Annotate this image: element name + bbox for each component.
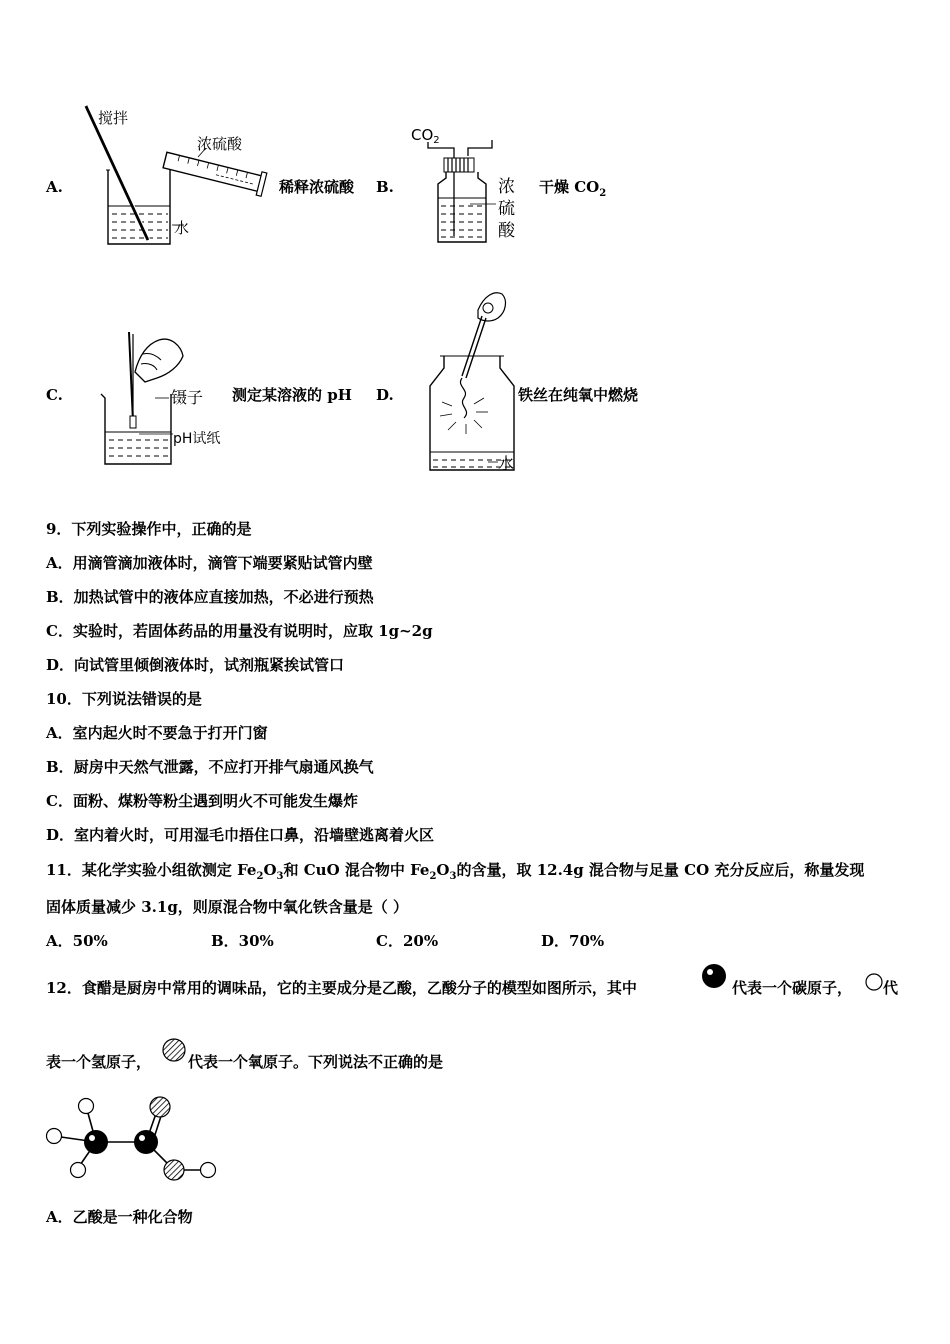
- oxygen-atom: [150, 1097, 170, 1117]
- q9-stem: 9．下列实验操作中，正确的是: [46, 520, 252, 538]
- q12-line1-a: 12．食醋是厨房中常用的调味品，它的主要成分是乙酸，乙酸分子的模型如图所示，其中: [46, 979, 637, 997]
- q12-line2-b: 代表一个氧原子。下列说法不正确的是: [188, 1053, 444, 1071]
- q8-b-gas: CO: [411, 126, 434, 144]
- q9-option-c: C．实验时，若固体药品的用量没有说明时，应取 1g~2g: [46, 622, 433, 640]
- q8-a-letter: A.: [46, 178, 63, 196]
- q8-d-letter: D.: [376, 386, 394, 404]
- q10-option-d: D．室内着火时，可用湿毛巾捂住口鼻，沿墙壁逃离着火区: [46, 826, 435, 844]
- q8-c-label-paper: pH试纸: [173, 431, 221, 447]
- q8-b-caption-wrap: [539, 177, 606, 204]
- q9-option-d: D．向试管里倾倒液体时，试剂瓶紧挨试管口: [46, 656, 345, 674]
- q12-line1-b: 代表一个碳原子，: [732, 979, 853, 997]
- q12-line2-a: 表一个氢原子，: [46, 1053, 152, 1071]
- oxygen-atom-icon: [160, 1036, 188, 1064]
- q8-a-diagram: [78, 102, 278, 252]
- q9-option-a: A．用滴管滴加液体时，滴管下端要紧贴试管内壁: [46, 554, 373, 572]
- carbon-atom: [134, 1130, 158, 1154]
- hydrogen-atom: [47, 1129, 62, 1144]
- q10-stem: 10．下列说法错误的是: [46, 690, 202, 708]
- q8-c-label-tweezers: 镊子: [171, 388, 204, 407]
- q12-option-a: A．乙酸是一种化合物: [46, 1208, 193, 1226]
- hydrogen-atom: [201, 1163, 216, 1178]
- q8-a-label-water: 水: [174, 219, 190, 237]
- q8-a-label-acid: 浓硫酸: [197, 135, 243, 153]
- q8-d-diagram: [418, 286, 528, 476]
- q10-option-c: C．面粉、煤粉等粉尘遇到明火不可能发生爆炸: [46, 792, 358, 810]
- q8-b-acid-2: 硫: [498, 199, 515, 219]
- q8-b-caption: 干燥 CO: [539, 178, 600, 196]
- q8-b-letter: B.: [376, 178, 394, 196]
- q8-b-acid-3: 酸: [498, 221, 515, 241]
- q8-c-diagram: [95, 326, 235, 471]
- q8-b-gas-sub: 2: [433, 135, 440, 146]
- q12-line1-c: 代: [883, 979, 899, 997]
- q8-a-caption: 稀释浓硫酸: [279, 178, 355, 196]
- q8-b-caption-sub: 2: [599, 188, 607, 199]
- carbon-atom-icon: [700, 962, 728, 990]
- q8-a-label-stir: 搅拌: [98, 109, 129, 127]
- acetic-acid-model: [40, 1090, 225, 1190]
- q10-option-b: B．厨房中天然气泄露，不应打开排气扇通风换气: [46, 758, 374, 776]
- carbon-atom: [84, 1130, 108, 1154]
- q8-c-letter: C.: [46, 386, 63, 404]
- q8-b-diagram: [408, 116, 528, 246]
- hydrogen-atom: [71, 1163, 86, 1178]
- q10-option-a: A．室内起火时不要急于打开门窗: [46, 724, 268, 742]
- q8-b-acid-1: 浓: [498, 177, 515, 197]
- hydrogen-atom-icon: [864, 972, 884, 992]
- q11-line2: 固体质量减少 3.1g，则原混合物中氧化铁含量是（ ）: [46, 898, 409, 916]
- q8-d-label-water: 水: [498, 454, 515, 473]
- hydrogen-atom: [79, 1099, 94, 1114]
- q8-d-caption: 铁丝在纯氧中燃烧: [518, 386, 639, 404]
- q11-option-a: A．50%: [46, 932, 108, 950]
- q11-option-c: C．20%: [376, 932, 439, 950]
- q11-option-b: B．30%: [211, 932, 274, 950]
- q9-option-b: B．加热试管中的液体应直接加热，不必进行预热: [46, 588, 374, 606]
- q11-option-d: D．70%: [541, 932, 605, 950]
- q8-c-caption: 测定某溶液的 pH: [232, 386, 352, 404]
- svg-text:CO2: [411, 126, 440, 146]
- q11-line1: 11．某化学实验小组欲测定 $Fe_2O_3$和 CuO 混合物中 $Fe_2O_3$的含量，取 12.4g 混合物与足量 CO 充分反应后，称量发现: [46, 861, 865, 882]
- oxygen-atom: [164, 1160, 184, 1180]
